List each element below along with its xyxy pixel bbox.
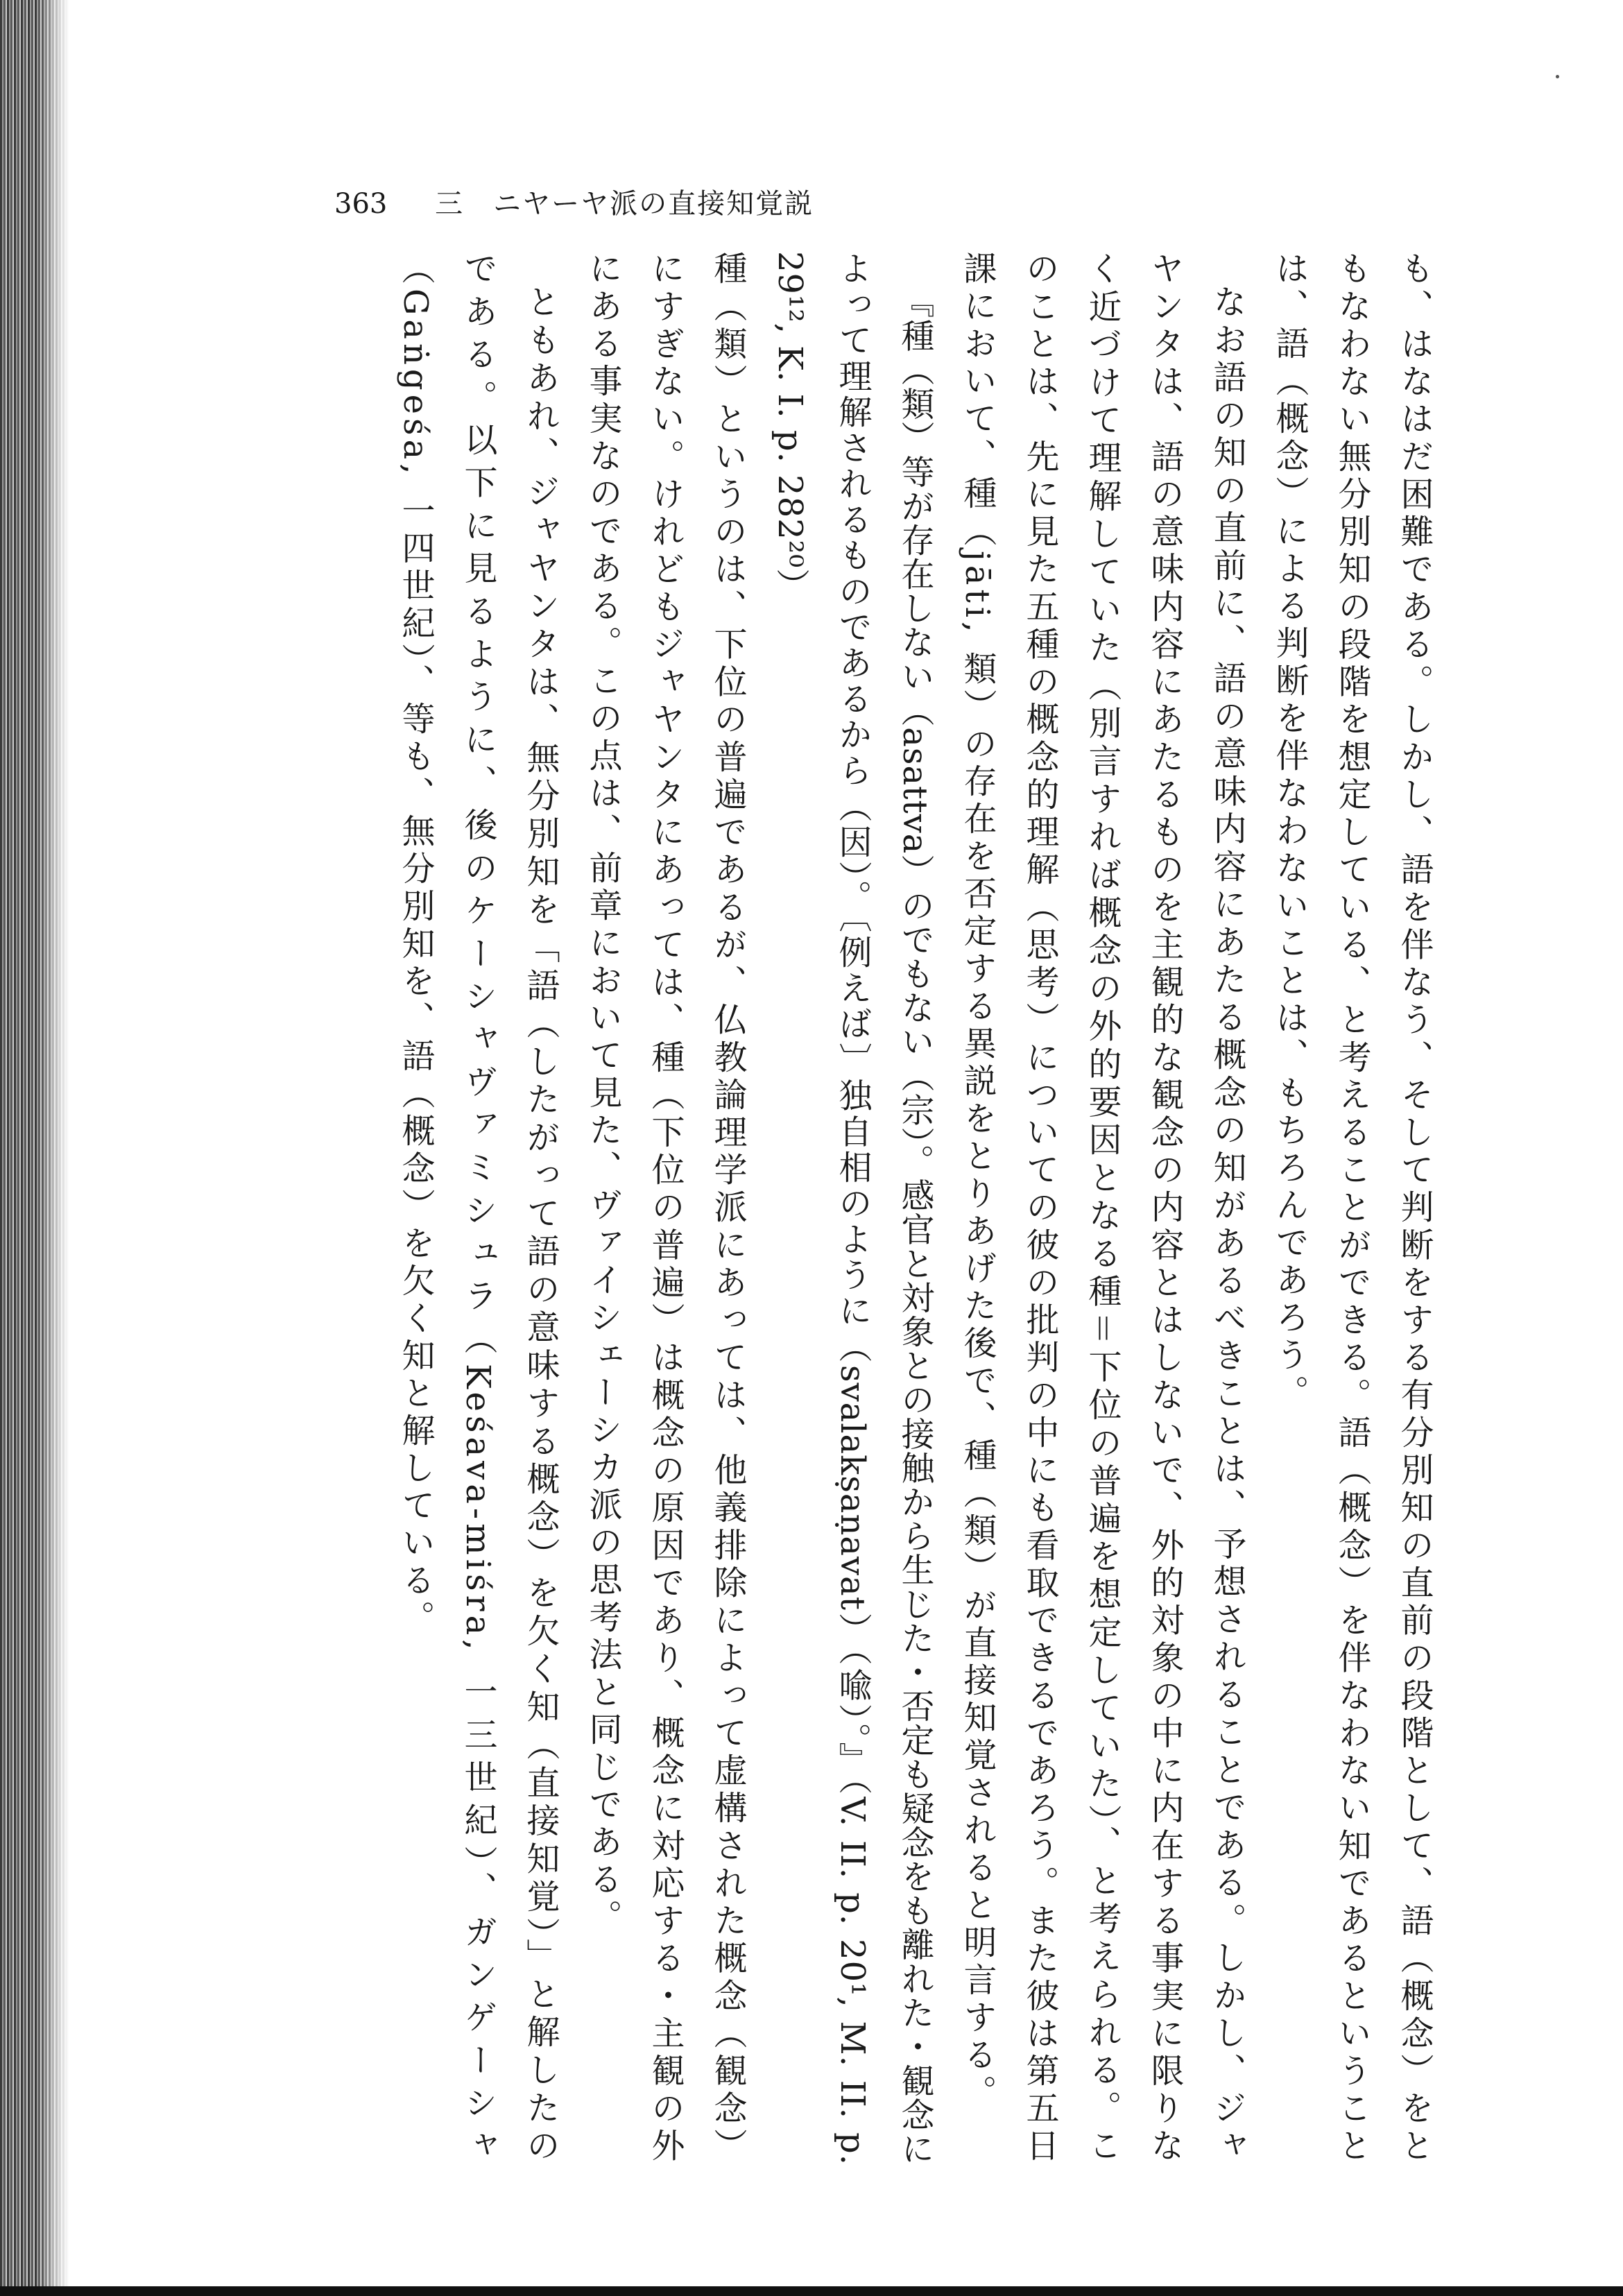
body-text	[337, 251, 1445, 2166]
page-number: 363	[334, 188, 388, 220]
scan-speck	[1556, 75, 1559, 78]
paragraph: も、はなはだ困難である。しかし、語を伴なう、そして判断をする有分別知の直前の段階として、語（概念）をともなわない無分別知の段階を想定している、と考えることができる。語（概念）を伴なわない知であるということは、語（概念）による判断を伴なわないことは、もちろんであろう。	[1270, 251, 1434, 2166]
section-title: 三 ニヤーヤ派の直接知覚説	[435, 188, 814, 220]
running-header	[334, 183, 814, 225]
paragraph: ともあれ、ジャヤンタは、無分別知を「語（したがって語の意味する概念）を欠く知（直接知覚）」と解したのである。以下に見るように、後のケーシャヴァミシュラ（Keśava-miśra, 一三世紀）、ガンゲーシャ（Gaṅgeśa, 一四世紀）、等も、無分別知を、語（概念）を欠く知と解している。	[396, 251, 560, 2166]
paragraph: なお語の知の直前に、語の意味内容にあたる概念の知があるべきことは、予想されることである。しかし、ジャヤンタは、語の意味内容にあたるものを主観的な観念の内容とはしないで、外的対象の中に内在する事実に限りなく近づけて理解していた（別言すれば概念の外的要因となる種＝下位の普遍を想定していた）、と考えられる。このことは、先に見た五種の概念的理解（思考）についての彼の批判の中にも看取できるであろう。また彼は第五日課において、種（jāti, 類）の存在を否定する異説をとりあげた後で、種（類）が直接知覚されると明言する。	[958, 251, 1246, 2166]
scan-bottom-edge	[0, 2286, 1623, 2296]
paragraph: 種（類）というのは、下位の普遍であるが、仏教論理学派にあっては、他義排除によって虚構された概念（観念）にすぎない。けれどもジャヤンタにあっては、種（下位の普遍）は概念の原因であり、概念に対応する・主観の外にある事実なのである。この点は、前章において見た、ヴァイシェーシカ派の思考法と同じである。	[583, 251, 747, 2166]
quotation-paragraph: 『種（類）等が存在しない（asattva）のでもない（宗）。感官と対象との接触から生じた・否定も疑念をも離れた・観念によって理解されるものであるから（因）。〔例えば〕独自相のように（svalakṣaṇavat）（喩）。』（V. II. p. 20¹, M. II. p. 29¹², K. I. p. 282²⁰）	[771, 251, 934, 2166]
scan-binding-shadow	[0, 0, 69, 2296]
